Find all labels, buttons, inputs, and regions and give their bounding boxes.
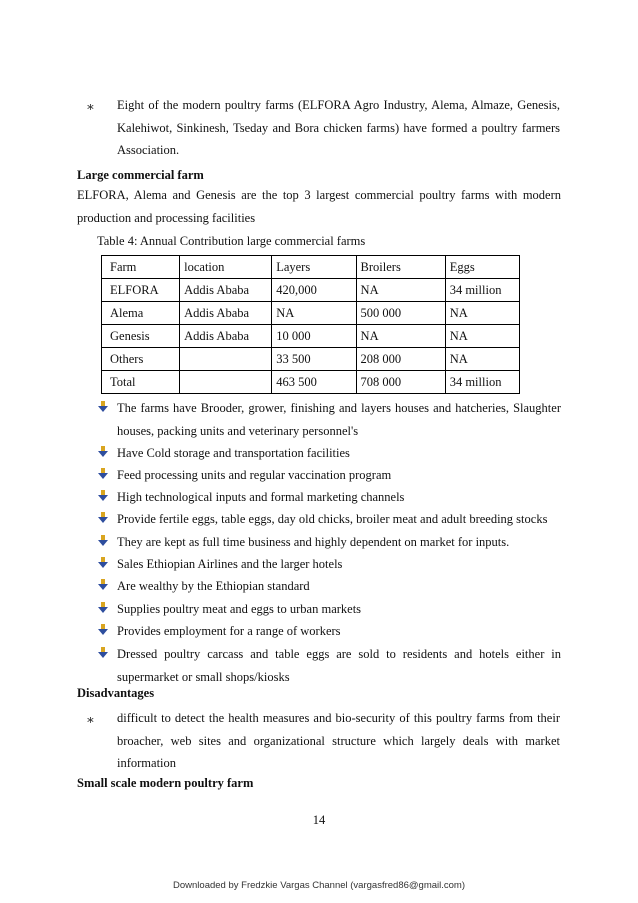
table-cell: 10 000 (272, 325, 356, 348)
table-header-cell: Layers (272, 256, 356, 279)
table-cell: 500 000 (356, 302, 445, 325)
table-caption: Table 4: Annual Contribution large commercial farms (97, 234, 366, 248)
table-cell: Addis Ababa (180, 325, 272, 348)
table-cell: NA (356, 325, 445, 348)
page-number: 14 (312, 813, 326, 827)
table-cell: ELFORA (102, 279, 180, 302)
list-item-text: High technological inputs and formal marketing channels (117, 490, 405, 504)
table-row (102, 325, 520, 348)
down-arrow-icon (97, 446, 109, 458)
table-cell: 34 million (445, 371, 519, 394)
down-arrow-icon (97, 602, 109, 614)
list-item-text: Are wealthy by the Ethiopian standard (117, 579, 310, 593)
down-arrow-icon (97, 401, 109, 413)
table-cell (180, 348, 272, 371)
table-cell: Total (102, 371, 180, 394)
table-cell: 208 000 (356, 348, 445, 371)
down-arrow-icon (97, 624, 109, 636)
table-cell: NA (356, 279, 445, 302)
table-row (102, 302, 520, 325)
table-cell: 708 000 (356, 371, 445, 394)
table-row (102, 348, 520, 371)
list-item-text: Have Cold storage and transportation facilities (117, 446, 350, 460)
table-cell: NA (445, 302, 519, 325)
down-arrow-icon (97, 579, 109, 591)
list-item-text: They are kept as full time business and highly dependent on market for inputs. (117, 535, 510, 549)
small-farm-heading: Small scale modern poultry farm (77, 776, 254, 790)
table-cell: Addis Ababa (180, 302, 272, 325)
table-cell: 463 500 (272, 371, 356, 394)
table-cell: 34 million (445, 279, 519, 302)
list-item-text: Provide fertile eggs, table eggs, day old chicks, broiler meat and adult breeding stocks (117, 512, 548, 526)
table-cell: Addis Ababa (180, 279, 272, 302)
list-item-text: Provides employment for a range of workers (117, 624, 341, 638)
table-row (102, 371, 520, 394)
table-header-cell: Broilers (356, 256, 445, 279)
list-item-text: Feed processing units and regular vaccination program (117, 468, 392, 482)
table-cell: NA (445, 325, 519, 348)
disadvantages-text: difficult to detect the health measures and bio-security of this poultry farms from their broacher, web sites and organizational structure which largely deals with market information (117, 711, 560, 770)
disadvantages-heading: Disadvantages (77, 686, 155, 700)
table-row (102, 279, 520, 302)
table-cell: Others (102, 348, 180, 371)
table-header-cell: Eggs (445, 256, 519, 279)
table-cell: Alema (102, 302, 180, 325)
table-cell: NA (445, 348, 519, 371)
table-cell (180, 371, 272, 394)
down-arrow-icon (97, 557, 109, 569)
table-header-cell: location (180, 256, 272, 279)
down-arrow-icon (97, 535, 109, 547)
list-item-text: Sales Ethiopian Airlines and the larger hotels (117, 557, 343, 571)
down-arrow-icon (97, 512, 109, 524)
list-item-text: Dressed poultry carcass and table eggs are sold to residents and hotels either in supermarket or small shops/kiosks (117, 647, 561, 684)
down-arrow-icon (97, 490, 109, 502)
table-cell: NA (272, 302, 356, 325)
intro-bullet-text: Eight of the modern poultry farms (ELFORA Agro Industry, Alema, Almaze, Genesis, Kalehiwot, Sinkinesh, Tseday and Bora chicken farms) have formed a poultry farmers Association. (117, 98, 560, 157)
list-item-text: The farms have Brooder, grower, finishing and layers houses and hatcheries, Slaughter houses, packing units and veterinary personnel's (117, 401, 561, 438)
large-farm-paragraph: ELFORA, Alema and Genesis are the top 3 largest commercial poultry farms with modern production and processing facilities (77, 188, 561, 225)
large-farm-heading: Large commercial farm (77, 168, 204, 182)
star-bullet-icon: ∗ (86, 712, 95, 727)
table-cell: Genesis (102, 325, 180, 348)
table-header-cell: Farm (102, 256, 180, 279)
table-cell: 33 500 (272, 348, 356, 371)
annual-contribution-table (101, 255, 520, 394)
table-header-row (102, 256, 520, 279)
down-arrow-icon (97, 647, 109, 659)
star-bullet-icon: ∗ (86, 99, 95, 114)
down-arrow-icon (97, 468, 109, 480)
download-footer: Downloaded by Fredzkie Vargas Channel (vargasfred86@gmail.com) (173, 880, 465, 891)
table-cell: 420,000 (272, 279, 356, 302)
list-item-text: Supplies poultry meat and eggs to urban markets (117, 602, 362, 616)
